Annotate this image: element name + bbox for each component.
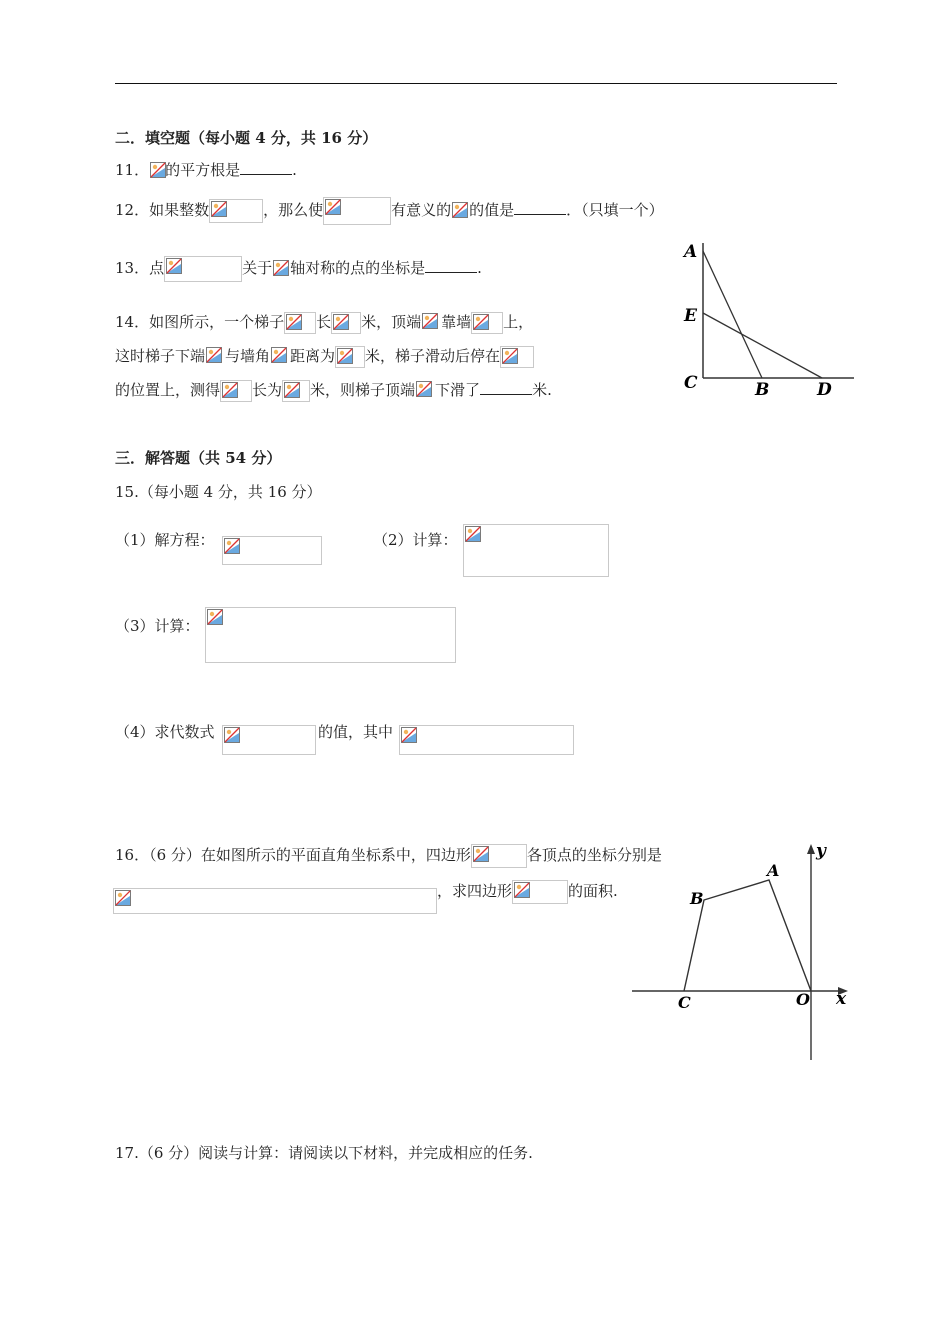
q13-num: 13． [115,259,150,277]
q15-text: （3）计算： [115,617,200,635]
formula-image [222,725,316,755]
broken-image-icon [401,727,417,743]
label-y: y [816,841,826,861]
q14-text: 长 [316,313,332,331]
q14-text: 这时梯子下端 [115,347,206,365]
q12-text: 如果整数 [149,201,210,219]
q14-text: 的位置上，测得 [115,381,221,399]
q11 [115,160,297,181]
formula-image [463,524,609,577]
section2-title: 二．填空题（每小题 4 分，共 16 分） [115,129,378,147]
broken-image-icon [452,202,468,218]
q14-text: 距离为 [290,347,336,365]
formula-image [500,346,534,368]
broken-image-icon [222,382,238,398]
broken-image-icon [150,162,166,178]
q15-part2 [373,530,458,550]
q12-text: 的值是 [469,201,515,219]
formula-image [415,380,435,402]
header-rule [115,83,837,84]
broken-image-icon [166,258,182,274]
label-d: D [817,380,832,400]
answer-blank [480,380,532,395]
formula-image [421,312,441,334]
q11-end: . [292,161,297,179]
formula-image [205,607,456,663]
formula-image [209,199,263,223]
answer-blank [425,258,477,273]
broken-image-icon [224,727,240,743]
q16-text: （6 分）在如图所示的平面直角坐标系中，四边形 [149,846,471,864]
formula-image [399,725,574,755]
broken-image-icon [473,846,489,862]
label-b: B [690,889,704,908]
q15-text: 的值，其中 [318,723,394,741]
broken-image-icon [337,348,353,364]
q14-text: 如图所示，一个梯子 [149,313,285,331]
q14-line3 [115,380,552,402]
q14-text: 与墙角 [225,347,271,365]
q12-text: ，那么使 [263,201,324,219]
ladder-figure [670,235,860,405]
formula-image [222,536,322,565]
q13-text: 点 [149,259,165,277]
label-x: x [836,989,847,1009]
broken-image-icon [416,381,432,397]
broken-image-icon [465,526,481,542]
q13 [115,256,482,282]
formula-image [471,844,527,868]
broken-image-icon [273,260,289,276]
broken-image-icon [514,882,530,898]
broken-image-icon [271,347,287,363]
broken-image-icon [284,382,300,398]
q14-text: 米. [532,381,552,399]
formula-image [113,888,437,914]
formula-image [270,346,290,368]
q15-part4a [115,722,215,742]
broken-image-icon [115,890,131,906]
formula-image [282,380,310,402]
q15-text: （2）计算： [373,531,458,549]
q12-end: ．（只填一个） [566,201,664,219]
broken-image-icon [502,348,518,364]
broken-image-icon [325,199,341,215]
q15-text: （1）解方程： [115,531,215,549]
q13-end: . [477,259,482,277]
formula-image [164,256,242,282]
q16-num: 16． [115,846,150,864]
formula-image [149,161,165,181]
section3-title: 三．解答题（共 54 分） [115,449,282,467]
q11-num: 11． [115,161,150,179]
broken-image-icon [224,538,240,554]
coordinate-figure [630,838,855,1066]
q16-text: 的面积. [568,882,618,900]
broken-image-icon [286,314,302,330]
formula-image [284,312,316,334]
formula-image [335,346,365,368]
formula-image [220,380,252,402]
q14-text: 米，顶端 [361,313,422,331]
broken-image-icon [207,609,223,625]
broken-image-icon [206,347,222,363]
q12 [115,197,664,225]
q14-text: 下滑了 [435,381,481,399]
formula-image [272,259,290,279]
label-c: C [684,373,698,393]
q13-text: 轴对称的点的坐标是 [290,259,426,277]
q15-title: 15.（每小题 4 分，共 16 分） [115,483,322,501]
label-o: O [796,990,810,1009]
q13-text: 关于 [242,259,273,277]
broken-image-icon [211,201,227,217]
q14-text: 长为 [252,381,283,399]
broken-image-icon [333,314,349,330]
q11-text: 的平方根是 [165,161,241,179]
answer-blank [514,200,566,215]
formula-image [323,197,391,225]
formula-image [471,312,503,334]
q16-line2 [437,880,618,904]
q14-text: 米，梯子滑动后停在 [365,347,501,365]
y-arrow [807,844,815,854]
q15-part4b [318,722,393,742]
q14-text: 上， [503,313,534,331]
label-a: A [767,861,780,880]
formula-image [205,346,225,368]
q16-line1 [115,844,662,868]
formula-image [331,312,361,334]
q14-text: 米，则梯子顶端 [310,381,416,399]
broken-image-icon [473,314,489,330]
q14-text: 靠墙 [441,313,472,331]
q15-part3 [115,616,200,636]
q14-num: 14． [115,313,150,331]
formula-image [512,880,568,904]
label-b: B [755,380,770,400]
label-c: C [678,993,691,1012]
q14-line1 [115,312,533,334]
q16-text: ，求四边形 [437,882,513,900]
formula-image [451,201,469,221]
label-a: A [684,242,698,262]
q12-text: 有意义的 [391,201,452,219]
q14-line2 [115,346,534,368]
q17: 17.（6 分）阅读与计算：请阅读以下材料，并完成相应的任务. [115,1144,533,1162]
label-e: E [684,306,697,326]
ladder-ab [703,251,762,378]
q15-text: （4）求代数式 [115,723,215,741]
q16-text: 各顶点的坐标分别是 [526,846,662,864]
ladder-ed [703,313,822,378]
answer-blank [240,160,292,175]
q15-part1 [115,530,215,550]
q12-num: 12． [115,201,150,219]
broken-image-icon [422,313,438,329]
